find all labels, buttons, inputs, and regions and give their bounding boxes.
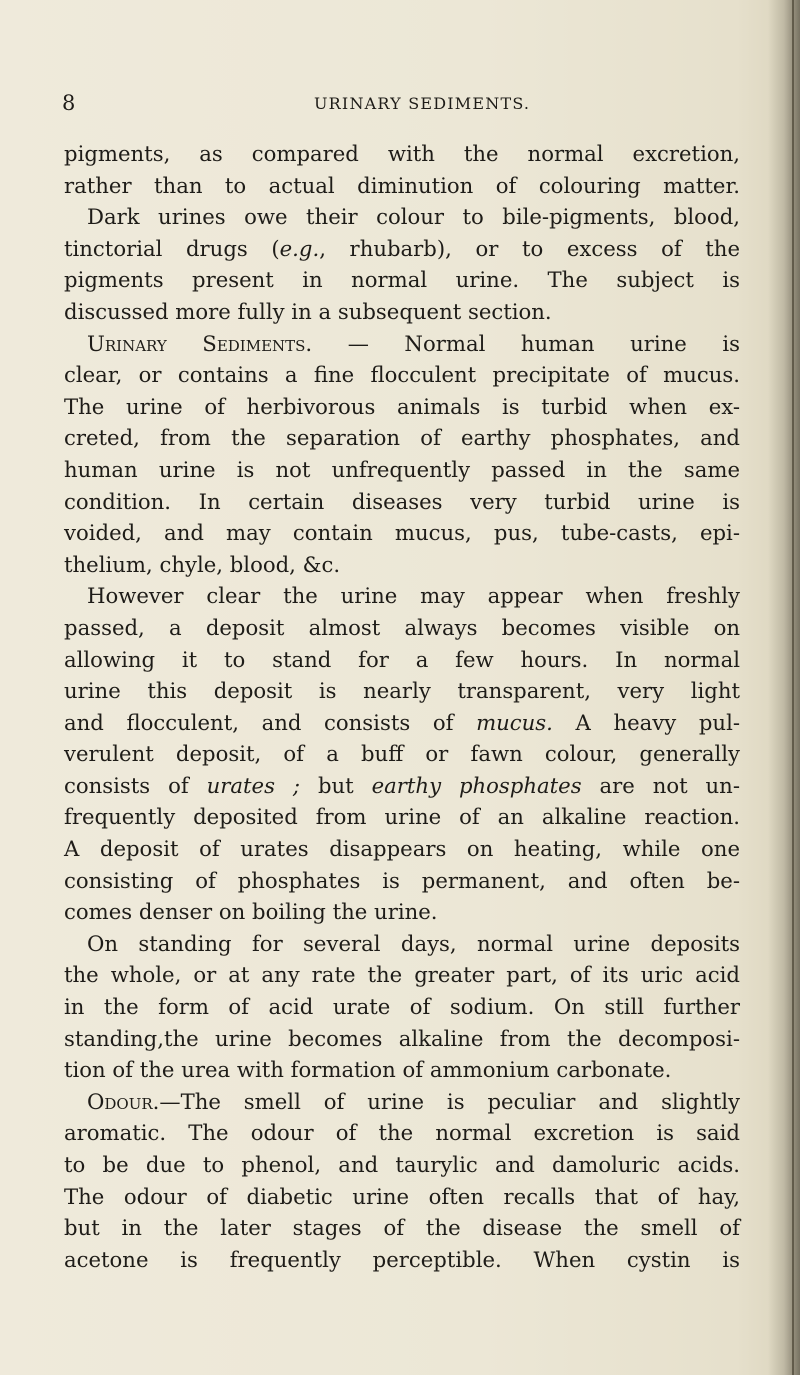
text-span: tinctorial drugs (: [64, 235, 280, 261]
text-span: to be due to phenol, and taurylic and damoluric acids.: [64, 1152, 740, 1177]
text-span: pigments, as compared with the normal excretion,: [64, 141, 740, 166]
text-span: human urine is not unfrequently passed in the same: [64, 456, 740, 482]
text-span: and flocculent, and consists of: [64, 709, 477, 735]
text-span: condition. In certain diseases very turbid urine is: [64, 488, 740, 514]
text-line: [64, 296, 740, 328]
text-line: [64, 738, 740, 770]
text-span: On standing for several days, normal urine deposits: [87, 930, 740, 956]
text-line: [64, 138, 740, 170]
text-span: verulent deposit, of a buff or fawn colour, generally: [64, 741, 740, 767]
text-span: A heavy pul-: [552, 709, 740, 735]
text-line: [64, 422, 740, 454]
italic-span: e.g.: [279, 235, 320, 261]
text-span: rather than to actual diminution of colouring matter.: [64, 172, 740, 198]
text-span: , rhubarb), or to excess of the: [319, 235, 740, 261]
page-edge-shadow: [768, 0, 800, 1375]
text-line: [64, 1054, 740, 1086]
text-line: [64, 264, 740, 296]
section-heading: Odour.: [87, 1088, 160, 1114]
running-head: URINARY SEDIMENTS.: [314, 94, 531, 113]
text-span: but: [300, 772, 372, 798]
text-line: [64, 1117, 740, 1149]
text-span: frequently deposited from urine of an alkaline reaction.: [64, 804, 740, 830]
text-line: [64, 991, 740, 1023]
text-span: clear, or contains a fine flocculent precipitate of mucus.: [64, 362, 740, 388]
text-line: [64, 896, 740, 928]
text-span: discussed more fully in a subsequent section.: [64, 298, 552, 324]
text-line: [64, 959, 740, 991]
text-span: pigments present in normal urine. The subject is: [64, 267, 740, 293]
italic-span: earthy phosphates: [371, 772, 582, 798]
text-span: thelium, chyle, blood, &c.: [64, 551, 341, 577]
text-line: [64, 1086, 740, 1118]
text-span: consisting of phosphates is permanent, and often be-: [64, 867, 740, 893]
body-text: [64, 138, 740, 1275]
text-line: [64, 612, 740, 644]
text-line: [64, 707, 740, 739]
text-line: [64, 517, 740, 549]
text-line: [64, 328, 740, 360]
text-span: Dark urines owe their colour to bile-pigments, blood,: [87, 204, 740, 230]
text-line: [64, 801, 740, 833]
text-span: The urine of herbivorous animals is turbid when ex-: [64, 393, 740, 419]
text-span: — Normal human urine is: [312, 330, 740, 356]
text-span: in the form of acid urate of sodium. On still further: [64, 994, 740, 1020]
text-span: —The smell of urine is peculiar and slightly: [159, 1088, 740, 1114]
text-span: allowing it to stand for a few hours. In normal: [64, 646, 740, 672]
text-line: [64, 170, 740, 202]
text-span: consists of: [64, 772, 207, 798]
italic-span: urates ;: [206, 772, 301, 798]
text-span: standing,the urine becomes alkaline from the decomposi-: [64, 1025, 740, 1051]
text-span: voided, and may contain mucus, pus, tube-casts, epi-: [64, 520, 740, 546]
text-line: [64, 201, 740, 233]
text-line: [64, 865, 740, 897]
text-line: [64, 928, 740, 960]
text-line: [64, 1244, 740, 1276]
text-span: urine this deposit is nearly transparent, very light: [64, 678, 740, 704]
text-span: A deposit of urates disappears on heating, while one: [64, 836, 740, 862]
text-line: [64, 486, 740, 518]
text-span: The odour of diabetic urine often recalls that of hay,: [64, 1183, 740, 1209]
text-span: However clear the urine may appear when freshly: [87, 583, 740, 609]
text-span: comes denser on boiling the urine.: [64, 899, 438, 925]
text-line: [64, 770, 740, 802]
text-span: aromatic. The odour of the normal excretion is said: [64, 1120, 740, 1146]
text-line: [64, 1149, 740, 1181]
text-span: are not un-: [581, 772, 740, 798]
page-number: 8: [62, 91, 76, 115]
text-line: [64, 233, 740, 265]
text-span: the whole, or at any rate the greater part, of its uric acid: [64, 962, 740, 988]
text-line: [64, 833, 740, 865]
text-line: [64, 1212, 740, 1244]
section-heading: Urinary Sediments.: [87, 330, 313, 356]
text-span: acetone is frequently perceptible. When cystin is: [64, 1246, 740, 1272]
text-line: [64, 391, 740, 423]
text-line: [64, 675, 740, 707]
text-line: [64, 1023, 740, 1055]
text-line: [64, 644, 740, 676]
italic-span: mucus.: [476, 709, 553, 735]
text-line: [64, 359, 740, 391]
text-line: [64, 454, 740, 486]
text-line: [64, 1181, 740, 1213]
text-span: creted, from the separation of earthy phosphates, and: [64, 425, 740, 451]
page-edge-line: [792, 0, 794, 1375]
text-span: passed, a deposit almost always becomes visible on: [64, 614, 740, 640]
text-line: [64, 549, 740, 581]
text-line: [64, 580, 740, 612]
text-span: tion of the urea with formation of ammonium carbonate.: [64, 1057, 672, 1083]
text-span: but in the later stages of the disease the smell of: [64, 1215, 740, 1241]
